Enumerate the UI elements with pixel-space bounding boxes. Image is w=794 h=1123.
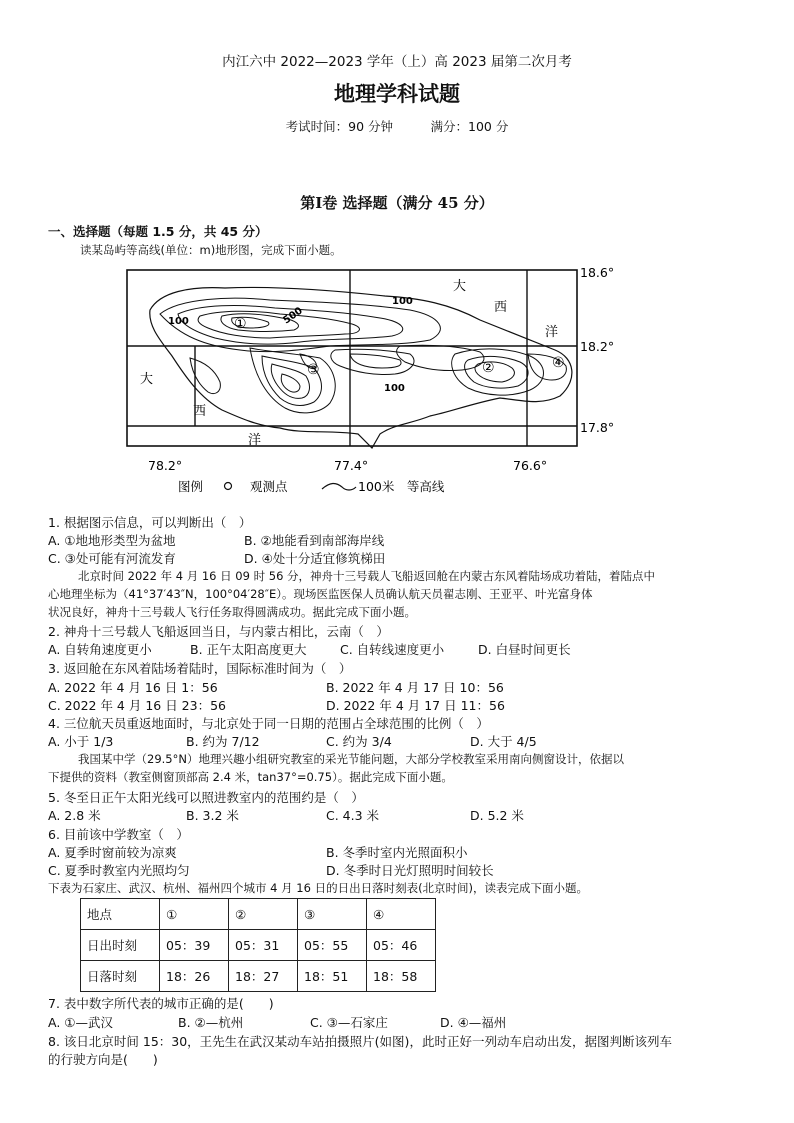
coastline: [150, 287, 572, 448]
question-4-stem: 4. 三位航天员重返地面时，与北京处于同一日期的范围占全球范围的比例（ ）: [48, 716, 489, 731]
question-3-stem: 3. 返回舱在东风着陆场着陆时，国际标准时间为（ ）: [48, 661, 352, 676]
q3-option-c: C. 2022 年 4 月 16 日 23：56: [48, 698, 226, 713]
q4-option-c: C. 约为 3/4: [326, 734, 392, 749]
page-title: 地理学科试题: [334, 81, 460, 106]
table-cell: 日落时刻: [81, 961, 160, 992]
q7-option-d: D. ④—福州: [440, 1015, 507, 1030]
exam-info: 考试时间：90 分钟 满分：100 分: [285, 119, 509, 134]
point-3-label: ③: [307, 362, 320, 378]
sea-label: 西: [494, 300, 508, 315]
table-cell: 05：55: [298, 930, 367, 961]
q6-option-c: C. 夏季时教室内光照均匀: [48, 863, 190, 878]
lon-label: 78.2°: [148, 458, 183, 473]
point-1-label: ①: [234, 316, 247, 332]
q1-option-d: D. ④处十分适宜修筑梯田: [244, 551, 386, 566]
contour-label: 100: [392, 296, 413, 307]
material-line: 北京时间 2022 年 4 月 16 日 09 时 56 分，神舟十三号载人飞船返回舱在内蒙古东风着陆场成功着陆，着陆点中: [78, 569, 656, 583]
section-title: 第Ⅰ卷 选择题（满分 45 分）: [300, 194, 494, 212]
sea-label: 洋: [248, 433, 262, 448]
sea-label: 西: [193, 404, 207, 419]
table-cell: ④: [367, 899, 436, 930]
material-line: 下提供的资料（教室侧窗顶部高 2.4 米，tan37°=0.75）。据此完成下面小题。: [48, 770, 453, 784]
q4-option-a: A. 小于 1/3: [48, 734, 114, 749]
lat-label: 18.6°: [580, 265, 615, 280]
material-line: 下表为石家庄、武汉、杭州、福州四个城市 4 月 16 日的日出日落时刻表(北京时间)，读表完成下面小题。: [48, 881, 589, 895]
q6-option-b: B. 冬季时室内光照面积小: [326, 845, 468, 860]
island-contour-map: [0, 258, 794, 500]
lat-label: 17.8°: [580, 420, 615, 435]
q3-option-a: A. 2022 年 4 月 16 日 1：56: [48, 680, 218, 695]
q2-option-a: A. 自转角速度更小: [48, 642, 152, 657]
q7-option-b: B. ②—杭州: [178, 1015, 244, 1030]
q4-option-d: D. 大于 4/5: [470, 734, 537, 749]
q5-option-b: B. 3.2 米: [186, 808, 239, 823]
q5-option-c: C. 4.3 米: [326, 808, 380, 823]
q4-option-b: B. 约为 7/12: [186, 734, 260, 749]
contour-line-icon: [322, 483, 356, 490]
table-row: [81, 930, 436, 961]
observation-point-icon: [225, 483, 232, 490]
lon-label: 77.4°: [334, 458, 369, 473]
q2-option-b: B. 正午太阳高度更大: [190, 642, 307, 657]
question-2-stem: 2. 神舟十三号载人飞船返回当日，与内蒙古相比，云南（ ）: [48, 624, 389, 639]
question-8-stem: 8. 该日北京时间 15：30，王先生在武汉某动车站拍摄照片(如图)，此时正好一列动车启动出发，据图判断该列车: [48, 1034, 672, 1049]
material-line: 状况良好，神舟十三号载人飞行任务取得圆满成功。据此完成下面小题。: [48, 605, 416, 619]
question-6-stem: 6. 目前该中学教室（ ）: [48, 827, 189, 842]
map-intro: 读某岛屿等高线(单位：m)地形图，完成下面小题。: [80, 243, 342, 257]
part-one-heading: 一、选择题（每题 1.5 分，共 45 分）: [48, 224, 268, 239]
sunrise-sunset-table: [80, 898, 436, 992]
sea-label: 大: [140, 372, 154, 387]
q1-option-c: C. ③处可能有河流发育: [48, 551, 176, 566]
legend-point-text: 观测点: [250, 479, 288, 494]
point-4-label: ④: [552, 355, 565, 371]
contour-label: 100: [384, 383, 405, 394]
material-line: 心地理坐标为（41°37′43″N，100°04′28″E）。现场医监医保人员确认航天员翟志刚、王亚平、叶光富身体: [48, 587, 593, 601]
table-cell: 日出时刻: [81, 930, 160, 961]
sea-label: 大: [453, 279, 467, 294]
material-line: 我国某中学（29.5°N）地理兴趣小组研究教室的采光节能问题，大部分学校教室采用南向侧窗设计，依据以: [78, 752, 624, 766]
q3-option-b: B. 2022 年 4 月 17 日 10：56: [326, 680, 504, 695]
q7-option-c: C. ③—石家庄: [310, 1015, 388, 1030]
point-2-label: ②: [482, 360, 495, 376]
q7-option-a: A. ①—武汉: [48, 1015, 113, 1030]
table-cell: 18：58: [367, 961, 436, 992]
question-5-stem: 5. 冬至日正午太阳光线可以照进教室内的范围约是（ ）: [48, 790, 364, 805]
table-header-row: [81, 899, 436, 930]
q6-option-a: A. 夏季时窗前较为凉爽: [48, 845, 177, 860]
table-cell: 18：26: [160, 961, 229, 992]
lat-label: 18.2°: [580, 339, 615, 354]
table-cell: 05：39: [160, 930, 229, 961]
table-cell: 18：51: [298, 961, 367, 992]
question-1-stem: 1. 根据图示信息，可以判断出（ ）: [48, 515, 252, 530]
legend-contour-text: 100米 等高线: [358, 479, 445, 494]
table-cell: 地点: [81, 899, 160, 930]
question-8-stem-cont: 的行驶方向是( ): [48, 1052, 158, 1067]
table-cell: 18：27: [229, 961, 298, 992]
q5-option-d: D. 5.2 米: [470, 808, 524, 823]
contour-label: 100: [168, 316, 189, 327]
lon-label: 76.6°: [513, 458, 548, 473]
q5-option-a: A. 2.8 米: [48, 808, 101, 823]
q2-option-c: C. 自转线速度更小: [340, 642, 445, 657]
contour-label: 500: [281, 305, 305, 327]
table-cell: ①: [160, 899, 229, 930]
table-cell: ③: [298, 899, 367, 930]
table-row: [81, 961, 436, 992]
school-line: 内江六中 2022—2023 学年（上）高 2023 届第二次月考: [222, 54, 572, 70]
table-cell: 05：31: [229, 930, 298, 961]
question-7-stem: 7. 表中数字所代表的城市正确的是( ): [48, 996, 274, 1011]
q2-option-d: D. 白昼时间更长: [478, 642, 571, 657]
q3-option-d: D. 2022 年 4 月 17 日 11：56: [326, 698, 505, 713]
table-cell: 05：46: [367, 930, 436, 961]
table-cell: ②: [229, 899, 298, 930]
legend-label: 图例: [178, 479, 204, 494]
q1-option-a: A. ①地地形类型为盆地: [48, 533, 176, 548]
sea-label: 洋: [545, 325, 559, 340]
q6-option-d: D. 冬季时日光灯照明时间较长: [326, 863, 494, 878]
q1-option-b: B. ②地能看到南部海岸线: [244, 533, 385, 548]
